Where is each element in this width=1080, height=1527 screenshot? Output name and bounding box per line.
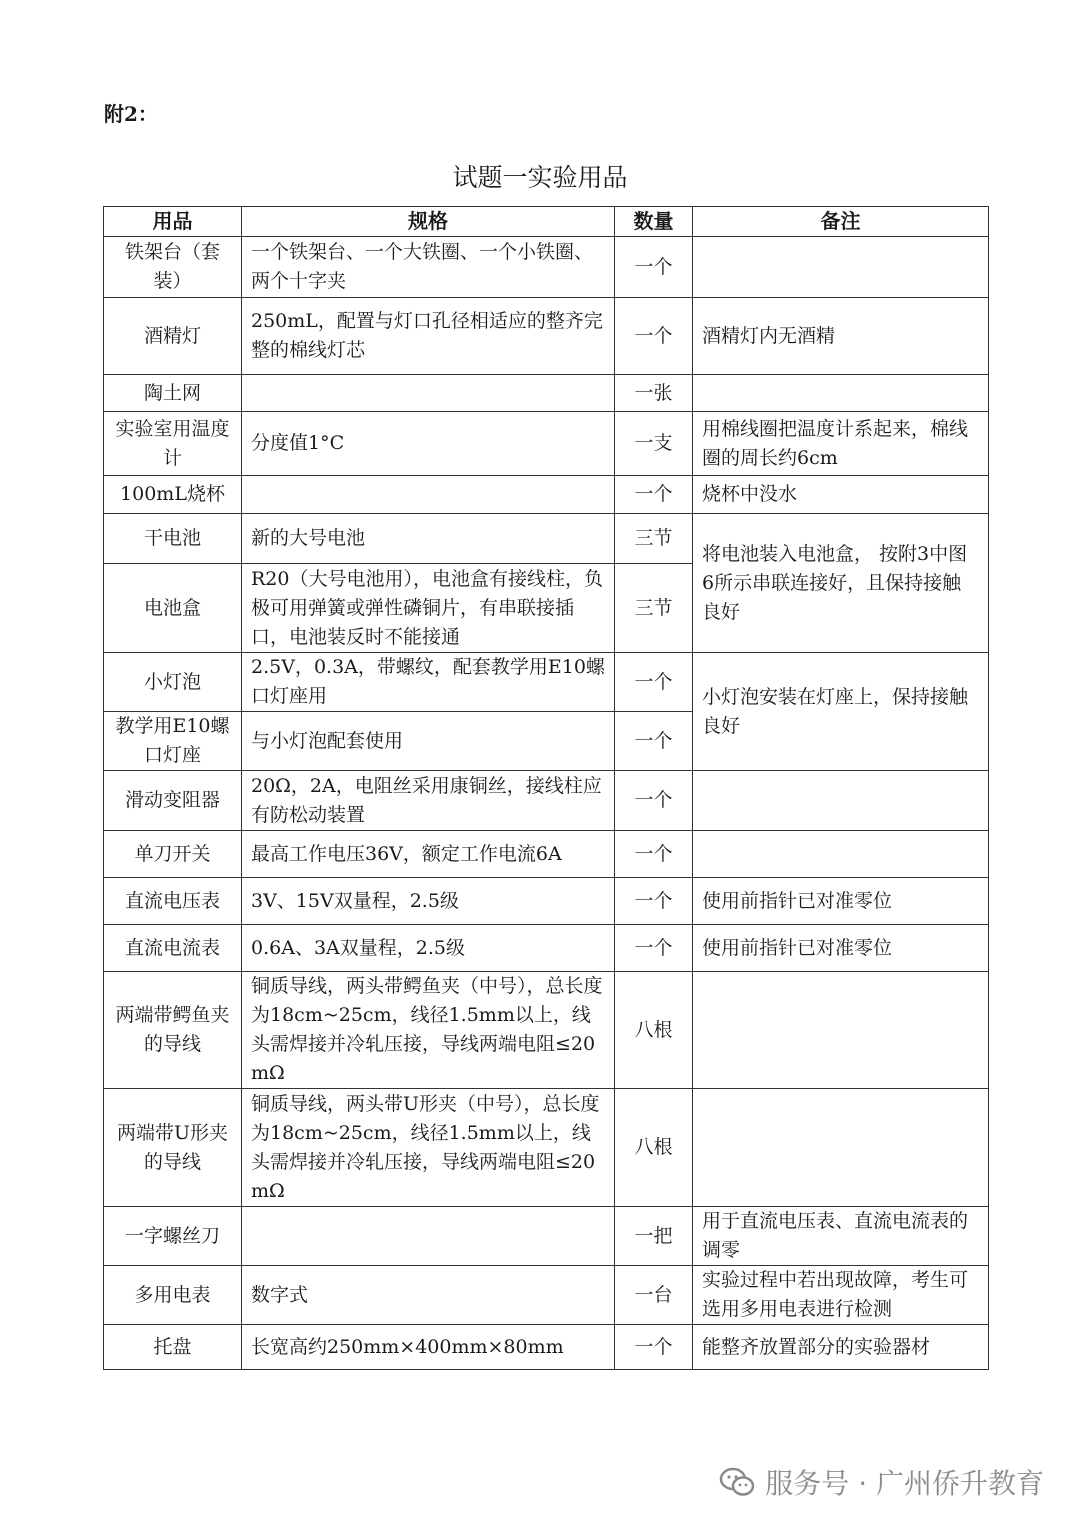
item-spec: 与小灯泡配套使用 (242, 712, 615, 771)
item-spec (242, 476, 615, 514)
item-qty: 三节 (615, 564, 693, 653)
item-qty: 八根 (615, 972, 693, 1089)
item-qty: 三节 (615, 514, 693, 564)
table-row (104, 375, 989, 412)
item-name: 铁架台（套装） (104, 237, 242, 298)
item-qty: 一支 (615, 412, 693, 476)
item-note (693, 771, 989, 831)
item-spec: 3V、15V双量程，2.5级 (242, 878, 615, 925)
item-note (693, 1089, 989, 1207)
equipment-table (103, 206, 989, 1370)
item-name: 多用电表 (104, 1266, 242, 1325)
item-note: 用棉线圈把温度计系起来，棉线圈的周长约6cm (693, 412, 989, 476)
item-spec: 一个铁架台、一个大铁圈、一个小铁圈、两个十字夹 (242, 237, 615, 298)
item-note: 能整齐放置部分的实验器材 (693, 1325, 989, 1370)
page-title: 试题一实验用品 (452, 163, 628, 192)
table-row (104, 1207, 989, 1266)
header-qty: 数量 (615, 207, 693, 237)
table-row (104, 514, 989, 564)
header-item: 用品 (104, 207, 242, 237)
item-spec (242, 375, 615, 412)
item-qty: 一个 (615, 1325, 693, 1370)
item-qty: 一个 (615, 878, 693, 925)
item-spec: 分度值1°C (242, 412, 615, 476)
item-note (693, 375, 989, 412)
item-spec (242, 1207, 615, 1266)
item-name: 陶土网 (104, 375, 242, 412)
watermark-text: 服务号 · 广州侨升教育 (765, 1467, 1044, 1500)
table-row (104, 972, 989, 1089)
item-qty: 一个 (615, 237, 693, 298)
item-name: 小灯泡 (104, 653, 242, 712)
table-row (104, 298, 989, 375)
table-row (104, 237, 989, 298)
item-note: 小灯泡安装在灯座上，保持接触良好 (693, 653, 989, 771)
item-name: 干电池 (104, 514, 242, 564)
item-qty: 一张 (615, 375, 693, 412)
item-qty: 一台 (615, 1266, 693, 1325)
item-qty: 一个 (615, 771, 693, 831)
table-row (104, 412, 989, 476)
table-row (104, 1266, 989, 1325)
item-note (693, 972, 989, 1089)
item-name: 两端带鳄鱼夹的导线 (104, 972, 242, 1089)
table-row (104, 925, 989, 972)
item-name: 直流电压表 (104, 878, 242, 925)
item-note (693, 831, 989, 878)
item-spec: 长宽高约250mm×400mm×80mm (242, 1325, 615, 1370)
item-qty: 八根 (615, 1089, 693, 1207)
header-note: 备注 (693, 207, 989, 237)
item-spec: 铜质导线，两头带鳄鱼夹（中号），总长度为18cm~25cm，线径1.5mm以上，线头需焊接并冷轧压接，导线两端电阻≤20 mΩ (242, 972, 615, 1089)
item-note: 酒精灯内无酒精 (693, 298, 989, 375)
item-name: 实验室用温度计 (104, 412, 242, 476)
item-spec: 新的大号电池 (242, 514, 615, 564)
item-spec: 2.5V，0.3A，带螺纹，配套教学用E10螺口灯座用 (242, 653, 615, 712)
watermark (719, 1462, 1044, 1502)
table-row (104, 831, 989, 878)
item-qty: 一个 (615, 476, 693, 514)
item-note: 用于直流电压表、直流电流表的调零 (693, 1207, 989, 1266)
item-spec: 0.6A、3A双量程，2.5级 (242, 925, 615, 972)
item-note: 烧杯中没水 (693, 476, 989, 514)
item-name: 托盘 (104, 1325, 242, 1370)
item-qty: 一个 (615, 712, 693, 771)
table-row (104, 1089, 989, 1207)
item-spec: 数字式 (242, 1266, 615, 1325)
item-name: 100mL烧杯 (104, 476, 242, 514)
item-name: 教学用E10螺口灯座 (104, 712, 242, 771)
table-row (104, 771, 989, 831)
attachment-label: 附2： (104, 102, 158, 126)
item-spec: 最高工作电压36V，额定工作电流6A (242, 831, 615, 878)
item-qty: 一个 (615, 653, 693, 712)
item-note: 使用前指针已对准零位 (693, 878, 989, 925)
item-note (693, 237, 989, 298)
item-qty: 一个 (615, 925, 693, 972)
item-spec: 20Ω，2A，电阻丝采用康铜丝，接线柱应有防松动装置 (242, 771, 615, 831)
item-name: 两端带U形夹的导线 (104, 1089, 242, 1207)
item-spec: 铜质导线，两头带U形夹（中号），总长度为18cm~25cm，线径1.5mm以上，线头需焊接并冷轧压接，导线两端电阻≤20 mΩ (242, 1089, 615, 1207)
item-qty: 一个 (615, 298, 693, 375)
table-header-row (104, 207, 989, 237)
item-qty: 一个 (615, 831, 693, 878)
header-spec: 规格 (242, 207, 615, 237)
wechat-logo-icon (719, 1466, 755, 1498)
item-note: 使用前指针已对准零位 (693, 925, 989, 972)
item-name: 酒精灯 (104, 298, 242, 375)
item-spec: R20（大号电池用），电池盒有接线柱，负极可用弹簧或弹性磷铜片，有串联接插口，电池装反时不能接通 (242, 564, 615, 653)
item-name: 直流电流表 (104, 925, 242, 972)
item-name: 一字螺丝刀 (104, 1207, 242, 1266)
item-name: 单刀开关 (104, 831, 242, 878)
table-row (104, 476, 989, 514)
item-qty: 一把 (615, 1207, 693, 1266)
item-name: 电池盒 (104, 564, 242, 653)
item-spec: 250mL，配置与灯口孔径相适应的整齐完整的棉线灯芯 (242, 298, 615, 375)
item-note: 实验过程中若出现故障，考生可选用多用电表进行检测 (693, 1266, 989, 1325)
table-row (104, 653, 989, 712)
table-row (104, 1325, 989, 1370)
table-row (104, 878, 989, 925)
item-note: 将电池装入电池盒， 按附3中图6所示串联连接好，且保持接触良好 (693, 514, 989, 653)
item-name: 滑动变阻器 (104, 771, 242, 831)
